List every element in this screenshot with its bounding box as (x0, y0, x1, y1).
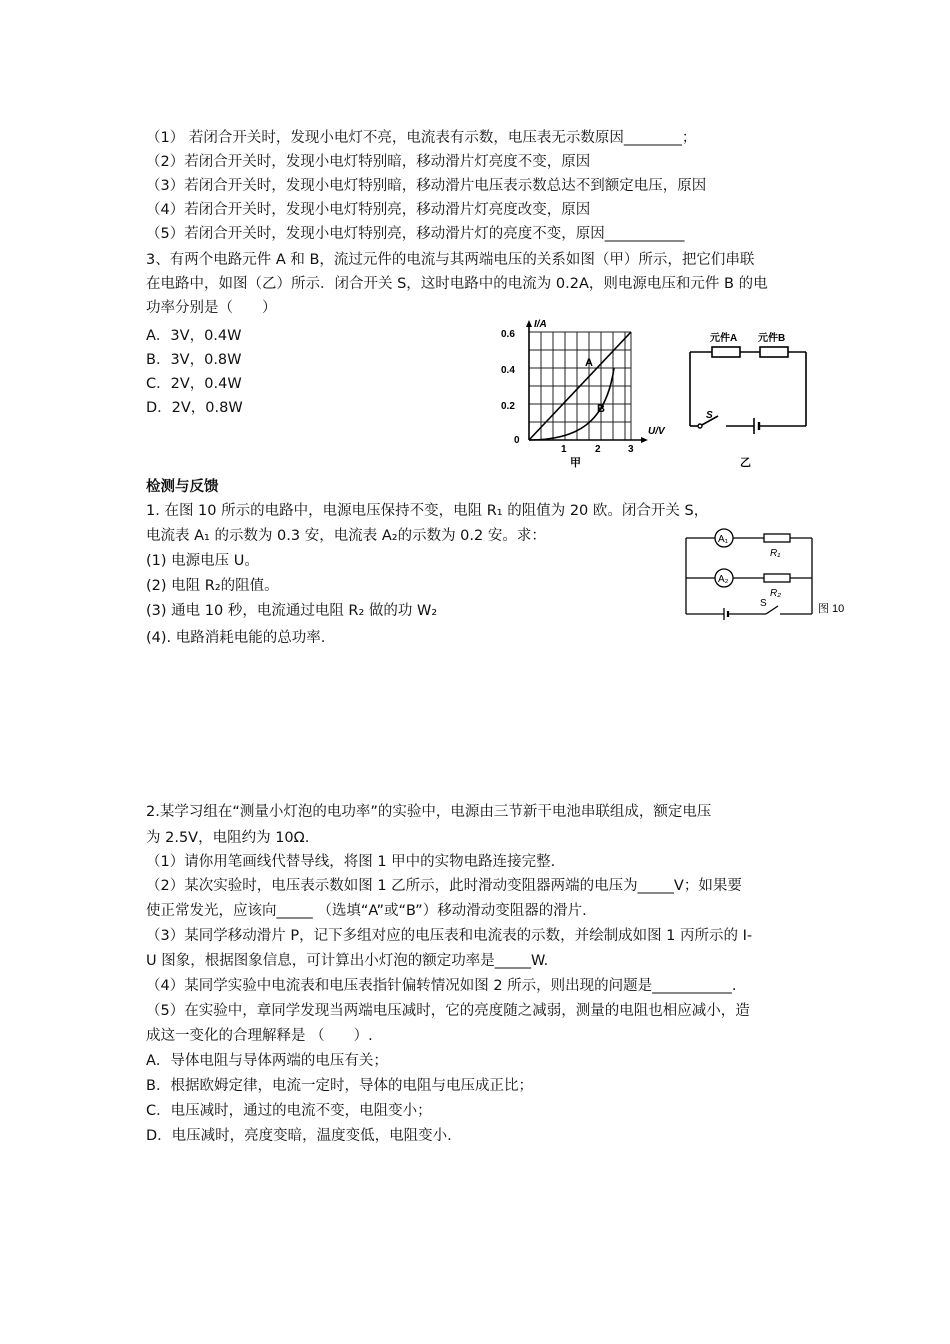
q2-sub-1: （1）请你用笔画线代替导线，将图 1 甲中的实物电路连接完整. (146, 854, 556, 870)
series-circuit-figure (684, 326, 814, 470)
q2-line-1: 2.某学习组在“测量小灯泡的电功率”的实验中，电源由三节新干电池串联组成，额定电压 (146, 804, 712, 820)
feedback-q1-line-1: 1. 在图 10 所示的电路中，电源电压保持不变，电阻 R₁ 的阻值为 20 欧。闭合开关 S， (146, 503, 709, 519)
switch-s-label: S (760, 598, 767, 609)
y-tick-0-6: 0.6 (501, 329, 515, 340)
resistor-r1-label: R₁ (770, 548, 781, 559)
x-axis-label: U/V (648, 426, 665, 437)
feedback-q1-sub-4: (4). 电路消耗电能的总功率. (146, 630, 326, 646)
switch-label: S (706, 410, 713, 421)
switch-s-lever (766, 606, 778, 614)
x-tick-2: 2 (595, 444, 601, 455)
section1-item-4: （4）若闭合开关时，发现小电灯特别亮，移动滑片灯亮度改变，原因 (146, 202, 591, 218)
feedback-q1-sub-3: (3) 通电 10 秒，电流通过电阻 R₂ 做的功 W₂ (146, 603, 438, 619)
q3-option-c: C．2V，0.4W (146, 376, 242, 392)
q2-sub-5-line-1: （5）在实验中，章同学发现当两端电压减时，它的亮度随之减弱，测量的电阻也相应减小，造 (146, 1003, 750, 1019)
q2-sub-2-line-1: （2）某次实验时，电压表示数如图 1 乙所示，此时滑动变阻器两端的电压为_____V；如果要 (146, 878, 742, 894)
circuit-caption: 乙 (740, 457, 751, 469)
x-tick-1: 1 (561, 444, 567, 455)
q2-sub-4: （4）某同学实验中电流表和电压表指针偏转情况如图 2 所示，则出现的问题是___________. (146, 978, 737, 994)
q2-sub-3-line-1: （3）某同学移动滑片 P，记下多组对应的电压表和电流表的示数，并绘制成如图 1 丙所示的 I- (146, 928, 753, 944)
figure-10-caption: 图 10 (818, 603, 845, 615)
element-b-label: 元件B (758, 333, 786, 344)
x-axis-arrow-icon (641, 437, 648, 443)
feedback-q1-line-2: 电流表 A₁ 的示数为 0.3 安，电流表 A₂的示数为 0.2 安。求： (146, 528, 546, 544)
graph-caption: 甲 (570, 457, 581, 469)
resistor-r1 (764, 534, 790, 542)
x-tick-3: 3 (628, 444, 634, 455)
q2-sub-5-line-2: 成这一变化的合理解释是 （ ）. (146, 1028, 373, 1044)
resistor-r2-label: R₂ (770, 588, 782, 599)
resistor-r2 (764, 574, 790, 582)
q3-option-a: A．3V，0.4W (146, 328, 242, 344)
q3-option-b: B．3V，0.8W (146, 352, 242, 368)
y-tick-0-4: 0.4 (501, 365, 515, 376)
y-axis-label: I/A (534, 319, 547, 330)
switch-contact (698, 424, 702, 428)
q2-sub-3-line-2: U 图象，根据图象信息，可计算出小灯泡的额定功率是_____W. (146, 953, 549, 969)
iu-graph-figure (496, 316, 676, 470)
ammeter-a2-label: A₂ (718, 574, 729, 585)
section1-item-5: （5）若闭合开关时，发现小电灯特别亮，移动滑片灯的亮度不变，原因___________ (146, 226, 685, 242)
curve-a-label: A (585, 357, 593, 369)
q2-line-2: 为 2.5V，电阻约为 10Ω. (146, 830, 310, 846)
section1-item-3: （3）若闭合开关时，发现小电灯特别暗，移动滑片电压表示数总达不到额定电压，原因 (146, 178, 707, 194)
q3-stem-line-2: 在电路中，如图（乙）所示．闭合开关 S，这时电路中的电流为 0.2A，则电源电压和元件 B 的电 (146, 276, 768, 292)
feedback-q1-sub-1: (1) 电源电压 U。 (146, 553, 259, 569)
q2-option-b: B．根据欧姆定律，电流一定时，导体的电阻与电压成正比； (146, 1078, 533, 1094)
element-b-resistor (760, 347, 788, 357)
y-tick-0-2: 0.2 (501, 401, 515, 412)
figure-10-circuit (674, 526, 864, 630)
element-a-label: 元件A (710, 333, 738, 344)
q3-option-d: D．2V，0.8W (146, 400, 243, 416)
curve-b-label: B (597, 403, 605, 415)
ammeter-a1-label: A₁ (718, 534, 729, 545)
q2-option-a: A．导体电阻与导体两端的电压有关； (146, 1053, 388, 1069)
q3-stem-line-1: 3、有两个电路元件 A 和 B，流过元件的电流与其两端电压的关系如图（甲）所示，把它们串联 (146, 252, 755, 268)
y-axis-arrow-icon (526, 320, 532, 327)
section1-item-1: （1） 若闭合开关时，发现小电灯不亮，电流表有示数，电压表无示数原因________； (146, 130, 697, 146)
q3-stem-line-3: 功率分别是（ ） (146, 300, 277, 316)
section1-item-2: （2）若闭合开关时，发现小电灯特别暗，移动滑片灯亮度不变，原因 (146, 154, 591, 170)
q2-option-c: C．电压减时，通过的电流不变，电阻变小； (146, 1103, 432, 1119)
feedback-q1-sub-2: (2) 电阻 R₂的阻值。 (146, 578, 279, 594)
y-tick-0: 0 (514, 435, 520, 446)
element-a-resistor (712, 347, 740, 357)
q2-option-d: D．电压减时，亮度变暗，温度变低，电阻变小. (146, 1128, 452, 1144)
feedback-heading: 检测与反馈 (146, 479, 219, 495)
q2-sub-2-line-2: 使正常发光，应该向_____ （选填“A”或“B”）移动滑动变阻器的滑片. (146, 903, 587, 919)
